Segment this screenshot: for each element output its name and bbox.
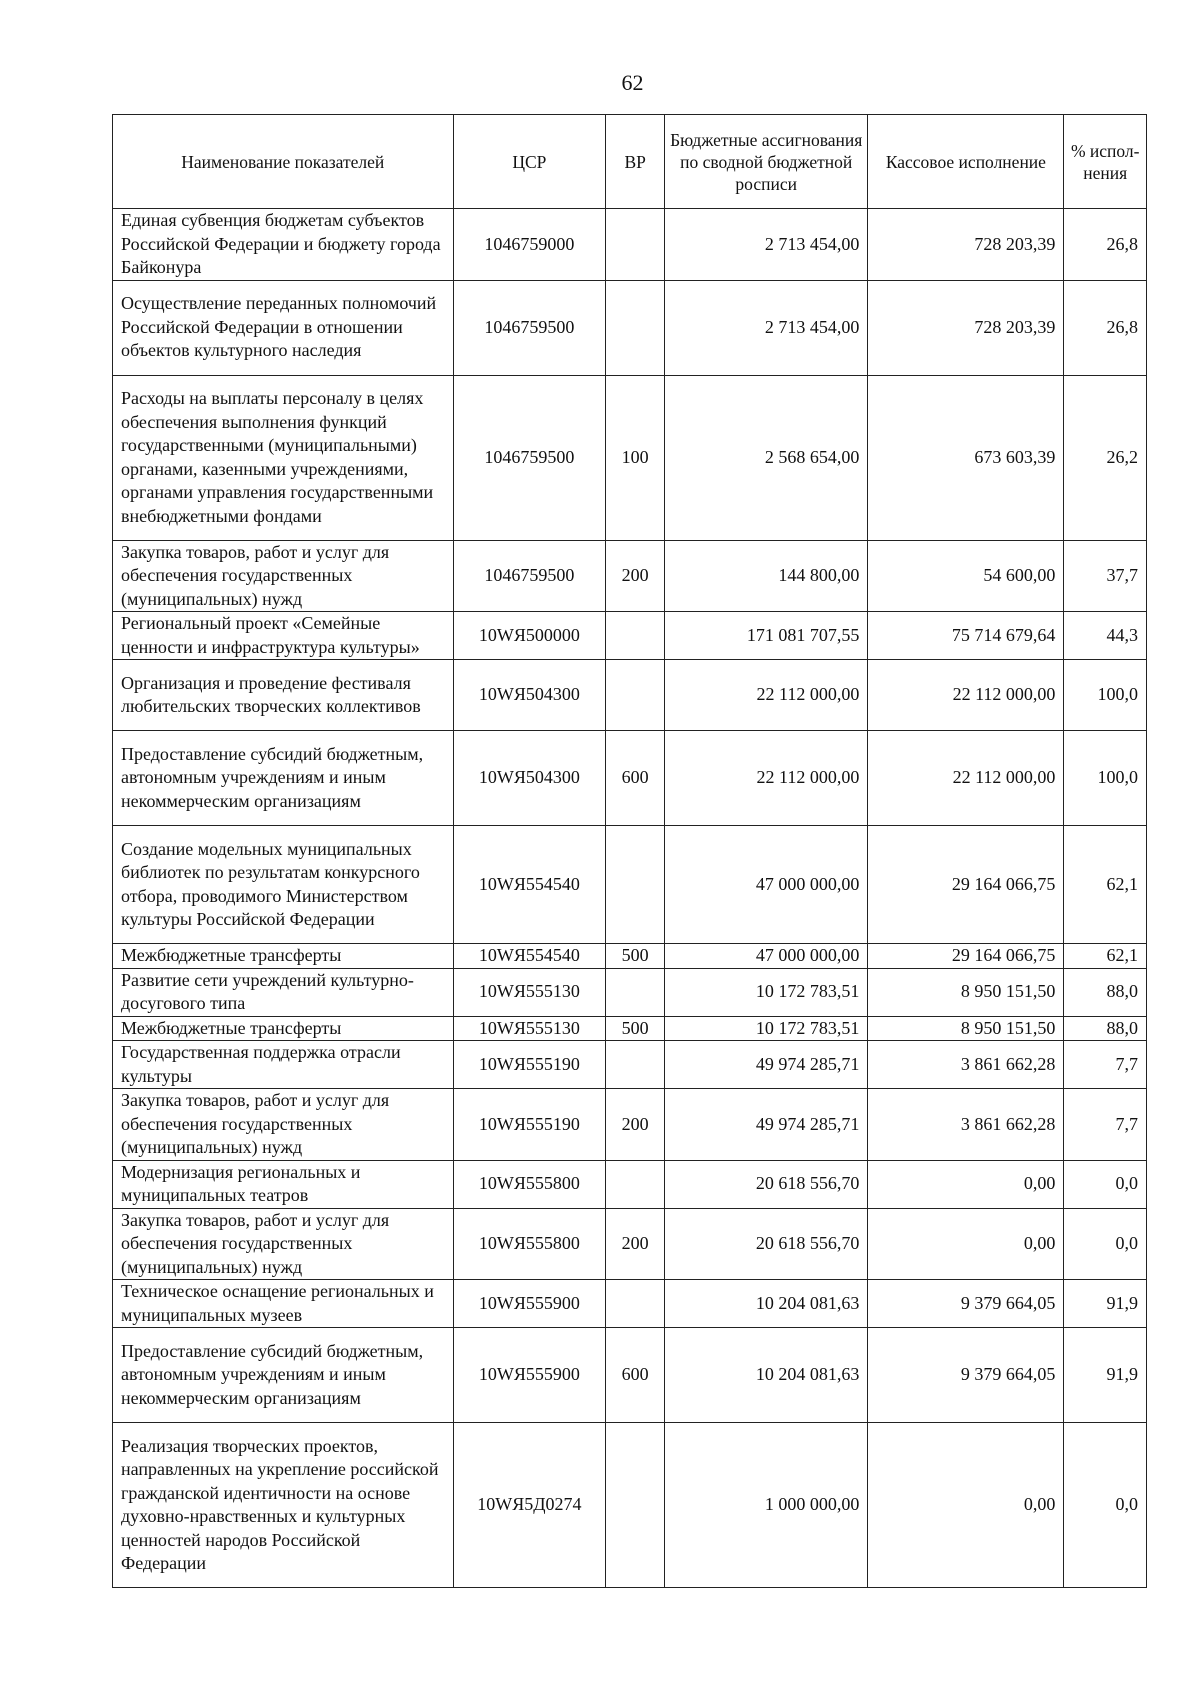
row-csr: 10WЯ555190: [453, 1041, 606, 1089]
row-assignments: 47 000 000,00: [665, 826, 868, 944]
row-cash-execution: 75 714 679,64: [868, 612, 1064, 660]
row-vr: 200: [606, 540, 665, 612]
row-assignments: 10 204 081,63: [665, 1328, 868, 1423]
row-execution-percent: 0,0: [1064, 1160, 1147, 1208]
row-csr: 10WЯ554540: [453, 944, 606, 969]
header-cash-execution: Кассовое исполнение: [868, 115, 1064, 209]
row-csr: 1046759500: [453, 540, 606, 612]
row-name: Организация и проведение фестиваля любительских творческих коллективов: [113, 660, 454, 731]
row-name: Единая субвенция бюджетам субъектов Российской Федерации и бюджету города Байконура: [113, 209, 454, 281]
row-execution-percent: 62,1: [1064, 826, 1147, 944]
row-assignments: 22 112 000,00: [665, 731, 868, 826]
row-name: Техническое оснащение региональных и муниципальных музеев: [113, 1280, 454, 1328]
header-assignments: Бюджетные ассигнования по сводной бюджетной росписи: [665, 115, 868, 209]
row-cash-execution: 0,00: [868, 1160, 1064, 1208]
row-cash-execution: 22 112 000,00: [868, 660, 1064, 731]
row-execution-percent: 26,8: [1064, 209, 1147, 281]
table-row: [113, 209, 1147, 281]
row-csr: 10WЯ555130: [453, 968, 606, 1016]
row-csr: 10WЯ504300: [453, 731, 606, 826]
header-csr: ЦСР: [453, 115, 606, 209]
table-row: [113, 540, 1147, 612]
row-vr: 200: [606, 1208, 665, 1280]
row-assignments: 2 713 454,00: [665, 209, 868, 281]
table-row: [113, 1160, 1147, 1208]
row-execution-percent: 0,0: [1064, 1423, 1147, 1588]
table-row: [113, 612, 1147, 660]
row-cash-execution: 29 164 066,75: [868, 826, 1064, 944]
row-cash-execution: 8 950 151,50: [868, 968, 1064, 1016]
row-assignments: 1 000 000,00: [665, 1423, 868, 1588]
row-csr: 10WЯ555130: [453, 1016, 606, 1041]
row-execution-percent: 100,0: [1064, 731, 1147, 826]
row-name: Государственная поддержка отрасли культуры: [113, 1041, 454, 1089]
row-name: Закупка товаров, работ и услуг для обеспечения государственных (муниципальных) нужд: [113, 1089, 454, 1161]
row-vr: 600: [606, 1328, 665, 1423]
header-name: Наименование показателей: [113, 115, 454, 209]
table-row: [113, 731, 1147, 826]
row-name: Региональный проект «Семейные ценности и инфраструктура культуры»: [113, 612, 454, 660]
row-vr: [606, 1423, 665, 1588]
table-row: [113, 1328, 1147, 1423]
header-execution-percent: % испол-нения: [1064, 115, 1147, 209]
table-row: [113, 968, 1147, 1016]
row-cash-execution: 3 861 662,28: [868, 1089, 1064, 1161]
row-assignments: 144 800,00: [665, 540, 868, 612]
row-execution-percent: 91,9: [1064, 1328, 1147, 1423]
row-vr: [606, 209, 665, 281]
row-assignments: 49 974 285,71: [665, 1089, 868, 1161]
row-execution-percent: 91,9: [1064, 1280, 1147, 1328]
row-cash-execution: 9 379 664,05: [868, 1280, 1064, 1328]
row-execution-percent: 26,2: [1064, 375, 1147, 540]
row-assignments: 20 618 556,70: [665, 1208, 868, 1280]
row-cash-execution: 3 861 662,28: [868, 1041, 1064, 1089]
row-cash-execution: 8 950 151,50: [868, 1016, 1064, 1041]
row-assignments: 10 172 783,51: [665, 968, 868, 1016]
row-csr: 10WЯ554540: [453, 826, 606, 944]
row-cash-execution: 29 164 066,75: [868, 944, 1064, 969]
table-row: [113, 1016, 1147, 1041]
row-csr: 10WЯ555900: [453, 1328, 606, 1423]
row-name: Закупка товаров, работ и услуг для обеспечения государственных (муниципальных) нужд: [113, 540, 454, 612]
row-execution-percent: 7,7: [1064, 1089, 1147, 1161]
row-execution-percent: 100,0: [1064, 660, 1147, 731]
row-cash-execution: 9 379 664,05: [868, 1328, 1064, 1423]
table-row: [113, 1280, 1147, 1328]
row-csr: 10WЯ500000: [453, 612, 606, 660]
table-row: [113, 1089, 1147, 1161]
row-name: Реализация творческих проектов, направленных на укрепление российской гражданской идентичности на основе духовно-нравственных и культурных ценностей народов Российской Федерации: [113, 1423, 454, 1588]
row-execution-percent: 88,0: [1064, 1016, 1147, 1041]
row-name: Закупка товаров, работ и услуг для обеспечения государственных (муниципальных) нужд: [113, 1208, 454, 1280]
row-assignments: 22 112 000,00: [665, 660, 868, 731]
row-vr: 200: [606, 1089, 665, 1161]
row-vr: [606, 968, 665, 1016]
row-name: Осуществление переданных полномочий Российской Федерации в отношении объектов культурного наследия: [113, 280, 454, 375]
row-name: Межбюджетные трансферты: [113, 944, 454, 969]
row-name: Межбюджетные трансферты: [113, 1016, 454, 1041]
row-csr: 1046759500: [453, 280, 606, 375]
row-assignments: 20 618 556,70: [665, 1160, 868, 1208]
budget-table: [112, 114, 1147, 1588]
row-vr: 600: [606, 731, 665, 826]
row-execution-percent: 26,8: [1064, 280, 1147, 375]
row-assignments: 47 000 000,00: [665, 944, 868, 969]
row-vr: [606, 280, 665, 375]
row-assignments: 2 713 454,00: [665, 280, 868, 375]
table-row: [113, 1208, 1147, 1280]
row-assignments: 2 568 654,00: [665, 375, 868, 540]
row-csr: 10WЯ555190: [453, 1089, 606, 1161]
table-header-row: [113, 115, 1147, 209]
row-csr: 10WЯ504300: [453, 660, 606, 731]
page-number: 62: [621, 70, 644, 95]
row-vr: [606, 612, 665, 660]
row-execution-percent: 62,1: [1064, 944, 1147, 969]
row-assignments: 10 204 081,63: [665, 1280, 868, 1328]
row-csr: 10WЯ555800: [453, 1208, 606, 1280]
row-name: Создание модельных муниципальных библиотек по результатам конкурсного отбора, проводимого Министерством культуры Российской Федерации: [113, 826, 454, 944]
row-name: Расходы на выплаты персоналу в целях обеспечения выполнения функций государственными (муниципальными) органами, казенными учреждениями, органами управления государственными внебюджетными фондами: [113, 375, 454, 540]
row-cash-execution: 728 203,39: [868, 280, 1064, 375]
row-vr: [606, 1160, 665, 1208]
table-row: [113, 944, 1147, 969]
row-vr: [606, 1280, 665, 1328]
row-vr: [606, 660, 665, 731]
table-row: [113, 1423, 1147, 1588]
row-vr: [606, 1041, 665, 1089]
row-assignments: 10 172 783,51: [665, 1016, 868, 1041]
row-execution-percent: 88,0: [1064, 968, 1147, 1016]
row-cash-execution: 0,00: [868, 1423, 1064, 1588]
row-vr: 500: [606, 1016, 665, 1041]
row-execution-percent: 0,0: [1064, 1208, 1147, 1280]
row-name: Предоставление субсидий бюджетным, автономным учреждениям и иным некоммерческим организациям: [113, 731, 454, 826]
table-row: [113, 826, 1147, 944]
row-cash-execution: 0,00: [868, 1208, 1064, 1280]
table-row: [113, 375, 1147, 540]
row-cash-execution: 54 600,00: [868, 540, 1064, 612]
row-csr: 10WЯ555900: [453, 1280, 606, 1328]
row-assignments: 49 974 285,71: [665, 1041, 868, 1089]
row-name: Предоставление субсидий бюджетным, автономным учреждениям и иным некоммерческим организациям: [113, 1328, 454, 1423]
row-vr: 500: [606, 944, 665, 969]
table-row: [113, 280, 1147, 375]
row-vr: 100: [606, 375, 665, 540]
row-assignments: 171 081 707,55: [665, 612, 868, 660]
row-execution-percent: 7,7: [1064, 1041, 1147, 1089]
row-name: Модернизация региональных и муниципальных театров: [113, 1160, 454, 1208]
row-vr: [606, 826, 665, 944]
header-vr: ВР: [606, 115, 665, 209]
table-row: [113, 1041, 1147, 1089]
row-name: Развитие сети учреждений культурно-досугового типа: [113, 968, 454, 1016]
table-row: [113, 660, 1147, 731]
row-execution-percent: 44,3: [1064, 612, 1147, 660]
row-execution-percent: 37,7: [1064, 540, 1147, 612]
row-cash-execution: 673 603,39: [868, 375, 1064, 540]
row-cash-execution: 728 203,39: [868, 209, 1064, 281]
row-csr: 1046759500: [453, 375, 606, 540]
row-csr: 10WЯ5Д0274: [453, 1423, 606, 1588]
row-csr: 10WЯ555800: [453, 1160, 606, 1208]
row-csr: 1046759000: [453, 209, 606, 281]
row-cash-execution: 22 112 000,00: [868, 731, 1064, 826]
